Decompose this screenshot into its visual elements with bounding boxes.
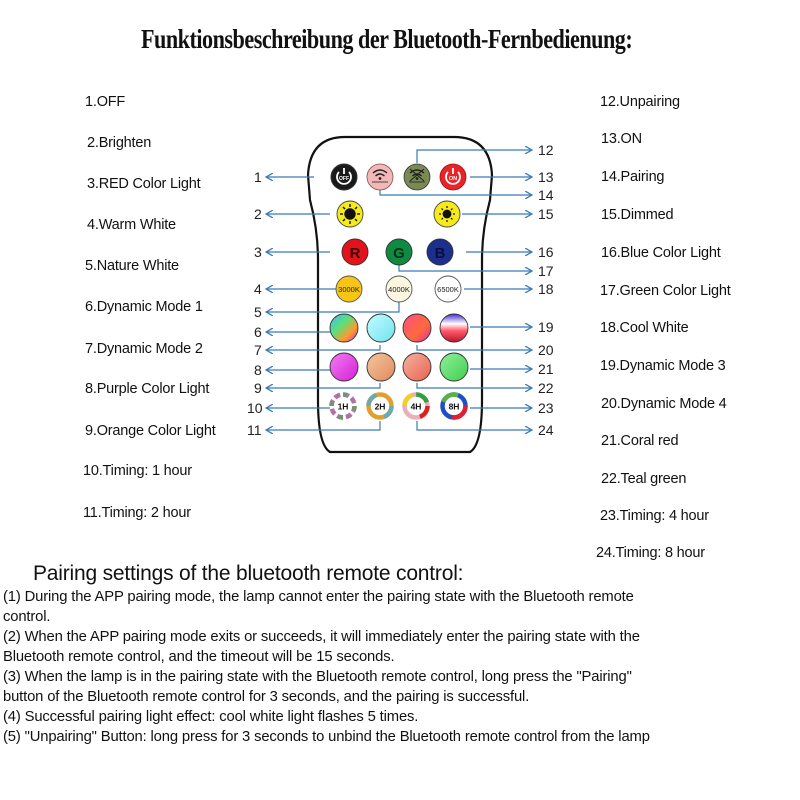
brighten-button[interactable] [337, 201, 363, 227]
pairing-line-1: (1) During the APP pairing mode, the lamp cannot enter the pairing state with the Bluetooth remote [3, 589, 634, 605]
teal-green-button[interactable] [440, 353, 468, 381]
orange-button[interactable] [367, 353, 395, 381]
timer-2h-button[interactable] [369, 395, 392, 418]
pairing-line-2: (2) When the APP pairing mode exits or succeeds, it will immediately enter the pairing state with the [3, 629, 640, 645]
svg-text:8H: 8H [448, 401, 460, 412]
svg-text:3000K: 3000K [338, 285, 360, 294]
callout-4: 4 [254, 281, 262, 297]
pairing-heading: Pairing settings of the bluetooth remote control: [33, 562, 464, 585]
label-4-warm-white: 4.Warm White [87, 217, 176, 233]
dimmed-button[interactable] [434, 201, 460, 227]
label-14-pairing: 14.Pairing [601, 169, 665, 185]
callout-12: 12 [538, 142, 554, 158]
label-9-orange: 9.Orange Color Light [85, 423, 216, 439]
off-button[interactable] [331, 164, 357, 190]
svg-text:2H: 2H [374, 401, 386, 412]
dynamic-mode-1-button[interactable] [330, 314, 358, 342]
pairing-instructions [3, 561, 793, 747]
label-11-timing-2h: 11.Timing: 2 hour [83, 505, 191, 521]
callout-19: 19 [538, 319, 554, 335]
dynamic-mode-3-button[interactable] [440, 314, 468, 342]
callout-16: 16 [538, 244, 554, 260]
callout-18: 18 [538, 281, 554, 297]
label-21-coral-red: 21.Coral red [601, 433, 679, 449]
nature-white-4000k-button[interactable] [386, 276, 412, 302]
label-6-dynamic-1: 6.Dynamic Mode 1 [85, 299, 203, 315]
callout-11: 11 [247, 422, 262, 438]
callout-1: 1 [254, 169, 262, 185]
label-5-nature-white: 5.Nature White [85, 258, 179, 274]
svg-text:6500K: 6500K [437, 285, 459, 294]
pairing-button[interactable] [367, 164, 393, 190]
label-15-dimmed: 15.Dimmed [601, 207, 674, 223]
callout-14: 14 [538, 187, 554, 203]
label-7-dynamic-2: 7.Dynamic Mode 2 [85, 341, 203, 357]
dynamic-mode-4-button[interactable] [403, 314, 431, 342]
callout-24: 24 [538, 422, 554, 438]
label-1-off: 1.OFF [85, 94, 126, 110]
callout-7: 7 [254, 342, 262, 358]
pairing-line-3-cont: button of the Bluetooth remote control for 3 seconds, and the pairing is successful. [3, 689, 530, 705]
svg-text:ON: ON [448, 176, 458, 182]
label-8-purple: 8.Purple Color Light [85, 381, 210, 397]
timer-8h-button[interactable] [443, 395, 466, 418]
callout-17: 17 [538, 263, 554, 279]
callout-6: 6 [254, 324, 262, 340]
callout-10: 10 [247, 400, 263, 416]
callout-21: 21 [538, 361, 554, 377]
blue-button[interactable] [427, 239, 453, 265]
pairing-line-1-cont: control. [3, 609, 51, 625]
green-button[interactable] [386, 239, 412, 265]
timer-4h-button[interactable] [405, 395, 428, 418]
label-13-on: 13.ON [601, 131, 642, 147]
callout-15: 15 [538, 206, 554, 222]
callout-22: 22 [538, 380, 554, 396]
label-2-brighten: 2.Brighten [87, 135, 152, 151]
dynamic-mode-2-button[interactable] [367, 314, 395, 342]
svg-text:4000K: 4000K [388, 285, 410, 294]
svg-text:G: G [393, 245, 405, 262]
label-10-timing-1h: 10.Timing: 1 hour [83, 463, 192, 479]
svg-text:OFF: OFF [339, 176, 349, 182]
label-23-timing-4h: 23.Timing: 4 hour [600, 508, 709, 524]
svg-text:B: B [434, 245, 446, 262]
purple-button[interactable] [330, 353, 358, 381]
callout-20: 20 [538, 342, 554, 358]
unpairing-button[interactable] [404, 164, 430, 190]
on-button[interactable] [440, 164, 466, 190]
cool-white-6500k-button[interactable] [435, 276, 461, 302]
pairing-line-5: (5) "Unpairing" Button: long press for 3 seconds to unbind the Bluetooth remote control from the lamp [3, 729, 650, 745]
callout-5: 5 [254, 304, 262, 320]
warm-white-3000k-button[interactable] [336, 276, 362, 302]
pairing-line-2-cont: Bluetooth remote control, and the timeout will be 15 seconds. [3, 649, 395, 665]
red-button[interactable] [342, 239, 368, 265]
sun-large-icon [340, 204, 360, 224]
label-16-blue: 16.Blue Color Light [601, 245, 721, 261]
label-20-dynamic-4: 20.Dynamic Mode 4 [601, 396, 727, 412]
label-19-dynamic-3: 19.Dynamic Mode 3 [600, 358, 726, 374]
pairing-line-3: (3) When the lamp is in the pairing state with the Bluetooth remote control, long press the "Pairing" [3, 669, 632, 685]
svg-text:R: R [349, 245, 361, 262]
svg-text:4H: 4H [410, 401, 422, 412]
label-18-cool-white: 18.Cool White [600, 320, 689, 336]
callout-13: 13 [538, 169, 554, 185]
label-12-unpairing: 12.Unpairing [600, 94, 680, 110]
coral-red-button[interactable] [403, 353, 431, 381]
label-22-teal-green: 22.Teal green [601, 471, 687, 487]
callout-23: 23 [538, 400, 554, 416]
pairing-line-4: (4) Successful pairing light effect: cool white light flashes 5 times. [3, 709, 419, 725]
callout-3: 3 [254, 244, 262, 260]
page-title: Funktionsbeschreibung der Bluetooth-Fernbedienung: [141, 24, 633, 54]
label-17-green: 17.Green Color Light [600, 283, 731, 299]
label-24-timing-8h: 24.Timing: 8 hour [596, 545, 705, 561]
svg-text:1H: 1H [337, 401, 349, 412]
timer-1h-button[interactable] [332, 395, 355, 418]
callout-9: 9 [254, 380, 262, 396]
callout-2: 2 [254, 206, 262, 222]
label-3-red: 3.RED Color Light [87, 176, 201, 192]
callout-8: 8 [254, 362, 262, 378]
